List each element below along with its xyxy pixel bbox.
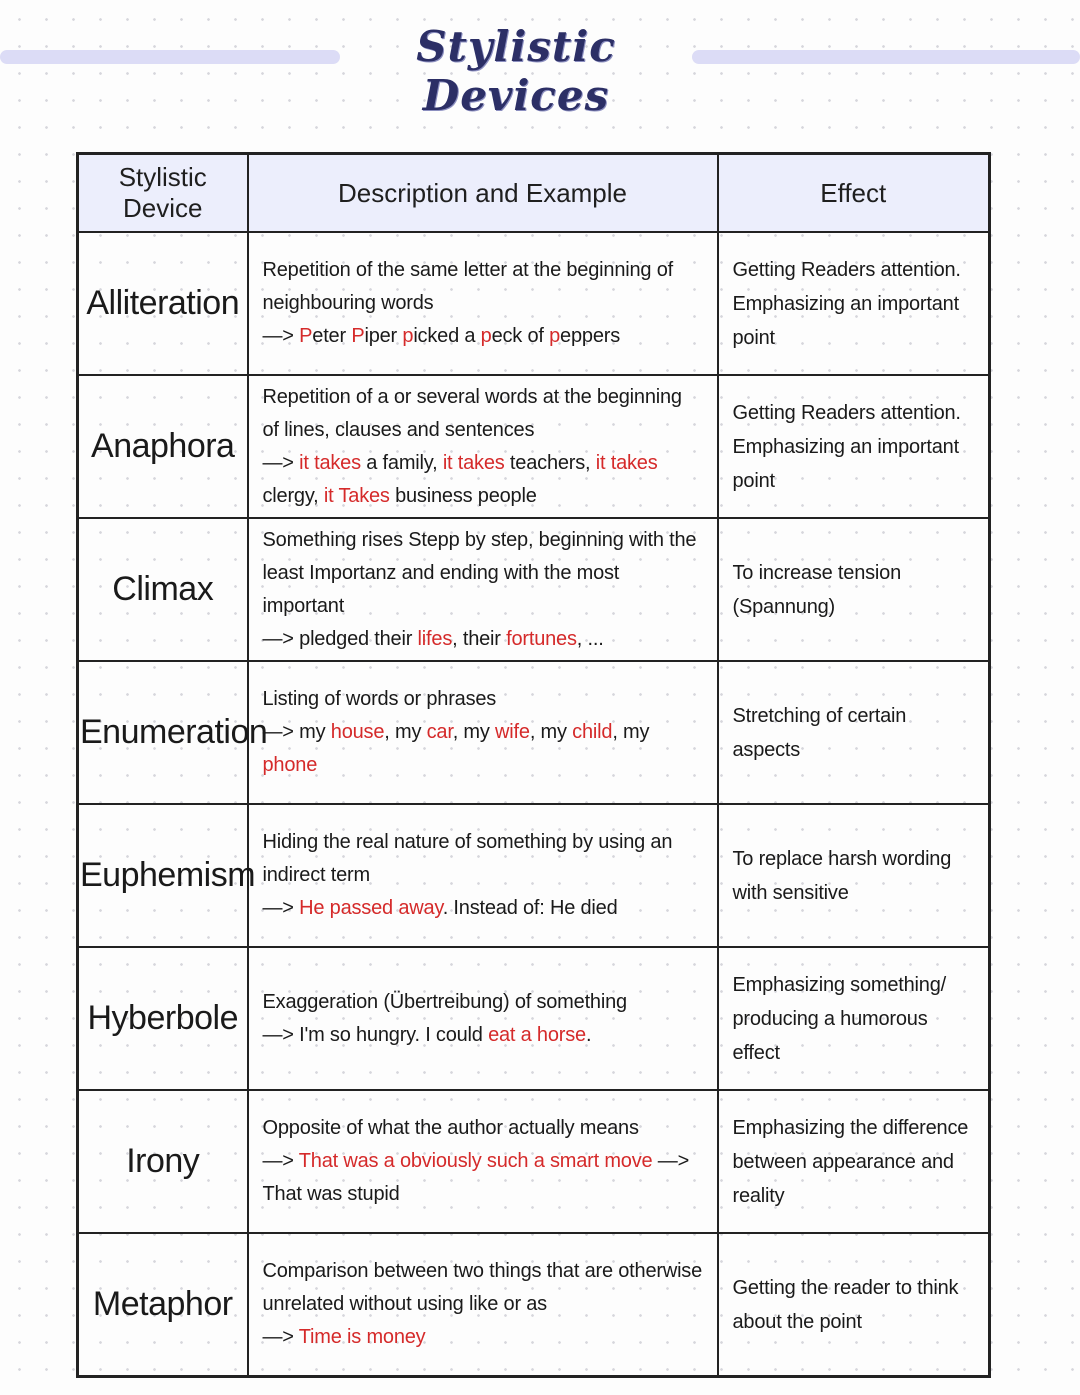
- example-text: clergy,: [262, 484, 324, 507]
- example-highlight: lifes: [417, 627, 453, 650]
- example-highlight: it takes: [595, 451, 658, 474]
- effect-text: Emphasizing the difference between appearance and reality: [718, 1090, 990, 1233]
- example-highlight: it Takes: [323, 484, 390, 507]
- table-row: [78, 804, 990, 947]
- example-text: my: [299, 721, 331, 743]
- effect-text: Emphasizing something/ producing a humorous effect: [718, 947, 990, 1090]
- description-text: Exaggeration (Übertreibung) of something: [262, 990, 627, 1013]
- table-row: [78, 947, 990, 1090]
- arrow-icon: —>: [262, 897, 294, 919]
- table-row: [78, 661, 990, 804]
- example-highlight: P: [351, 325, 365, 347]
- example-highlight: p: [480, 325, 492, 347]
- example-text: , my: [529, 721, 573, 743]
- title-decoration-left: [0, 50, 340, 64]
- effect-text: To increase tension (Spannung): [718, 518, 990, 661]
- example-highlight: child: [572, 721, 613, 743]
- effect-text: Getting Readers attention. Emphasizing an important point: [718, 232, 990, 375]
- example-highlight: Time is money: [298, 1326, 426, 1348]
- example-highlight: He passed away: [299, 897, 443, 919]
- example-text: , my: [452, 721, 496, 743]
- description-text: Repetition of a or several words at the beginning of lines, clauses and sentences: [262, 385, 682, 441]
- arrow-icon: —>: [262, 627, 294, 650]
- example-highlight: house: [330, 721, 385, 743]
- example-text: a family,: [360, 451, 443, 474]
- device-name: Euphemism: [78, 804, 248, 947]
- effect-text: Getting the reader to think about the point: [718, 1233, 990, 1377]
- device-name: Alliteration: [78, 232, 248, 375]
- example-text: , ...: [576, 627, 604, 650]
- description-text: Comparison between two things that are otherwise unrelated without using like or as: [262, 1260, 703, 1315]
- arrow-icon: —>: [262, 1150, 294, 1172]
- description-cell: [248, 232, 718, 375]
- title-banner: [0, 18, 1080, 120]
- description-text: Opposite of what the author actually means: [262, 1117, 639, 1139]
- page-title: Stylistic Devices: [416, 22, 616, 120]
- example-text: iper: [364, 325, 403, 347]
- example-text: . Instead of: He died: [442, 897, 618, 919]
- example-text: eck of: [491, 325, 550, 347]
- table-row: [78, 1233, 990, 1377]
- device-name: Anaphora: [78, 375, 248, 518]
- arrow-icon: —>: [262, 1023, 294, 1046]
- example-text: teachers,: [504, 451, 596, 474]
- header-device: Stylistic Device: [78, 154, 248, 233]
- device-name: Irony: [78, 1090, 248, 1233]
- arrow-icon: —>: [262, 1326, 294, 1348]
- description-text: Hiding the real nature of something by using an indirect term: [262, 831, 673, 886]
- example-highlight: That was a obviously such a smart move: [298, 1150, 653, 1172]
- example-highlight: phone: [262, 754, 318, 776]
- example-text: eppers: [560, 325, 620, 347]
- arrow-icon: —>: [262, 721, 294, 743]
- title-decoration-right: [692, 50, 1080, 64]
- device-name: Enumeration: [78, 661, 248, 804]
- example-highlight: wife: [495, 721, 530, 743]
- header-effect: Effect: [718, 154, 990, 233]
- table-row: [78, 518, 990, 661]
- example-text: , my: [384, 721, 427, 743]
- description-cell: [248, 1090, 718, 1233]
- device-name: Hyberbole: [78, 947, 248, 1090]
- example-text: eter: [312, 325, 352, 347]
- example-text: pledged their: [299, 627, 418, 650]
- description-cell: [248, 1233, 718, 1377]
- example-highlight: p: [402, 325, 414, 347]
- example-text: .: [585, 1023, 592, 1046]
- effect-text: Stretching of certain aspects: [718, 661, 990, 804]
- example-text: , their: [452, 627, 507, 650]
- example-highlight: car: [426, 721, 453, 743]
- example-highlight: P: [299, 325, 313, 347]
- example-text: icked a: [413, 325, 481, 347]
- description-text: Repetition of the same letter at the beginning of neighbouring words: [262, 259, 673, 314]
- device-name: Metaphor: [78, 1233, 248, 1377]
- description-text: Listing of words or phrases: [262, 688, 497, 710]
- description-cell: [248, 947, 718, 1090]
- stylistic-devices-table: [76, 152, 991, 1378]
- example-highlight: it takes: [299, 451, 361, 474]
- table-row: [78, 1090, 990, 1233]
- example-text: I'm so hungry. I could: [299, 1023, 489, 1046]
- description-text: Something rises Stepp by step, beginning with the least Importanz and ending with the most important: [262, 528, 697, 617]
- example-highlight: it takes: [442, 451, 505, 474]
- example-text: , my: [612, 721, 650, 743]
- description-cell: [248, 804, 718, 947]
- description-cell: [248, 661, 718, 804]
- example-text: —> That was stupid: [262, 1150, 690, 1205]
- table-row: [78, 375, 990, 518]
- table-row: [78, 232, 990, 375]
- effect-text: Getting Readers attention. Emphasizing an important point: [718, 375, 990, 518]
- device-name: Climax: [78, 518, 248, 661]
- arrow-icon: —>: [262, 451, 294, 474]
- arrow-icon: —>: [262, 325, 294, 347]
- description-cell: [248, 375, 718, 518]
- example-text: business people: [389, 484, 537, 507]
- table-header-row: [78, 154, 990, 233]
- example-highlight: eat a horse: [488, 1023, 586, 1046]
- header-description: Description and Example: [248, 154, 718, 233]
- description-cell: [248, 518, 718, 661]
- table-body: [78, 232, 990, 1377]
- example-highlight: fortunes: [506, 627, 577, 650]
- example-highlight: p: [549, 325, 561, 347]
- effect-text: To replace harsh wording with sensitive: [718, 804, 990, 947]
